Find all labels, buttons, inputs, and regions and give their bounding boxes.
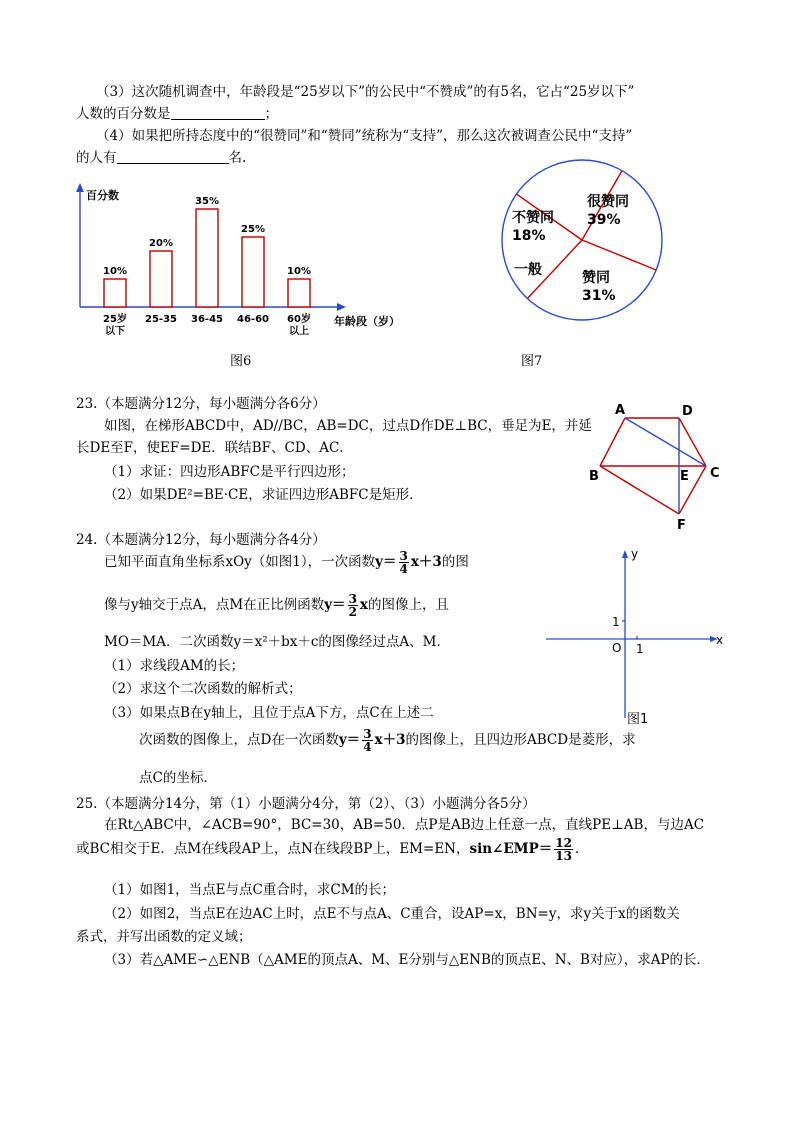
q24-coordinate-figure [540, 540, 740, 730]
y-axis-label: 百分数 [86, 189, 119, 202]
q24-line2-tail: 的图像上，且 [367, 597, 449, 613]
f2-denominator: 2 [348, 605, 357, 619]
f2-lhs: y＝ [324, 597, 346, 613]
q25-sub2-line2: 系式，并写出函数的定义域； [76, 929, 252, 945]
q23-heading: 23.（本题满分12分，每小题满分各6分） [76, 396, 326, 412]
q22-p3-text-b: 人数的百分数是 [76, 106, 171, 122]
f1-fraction [399, 550, 409, 575]
q23-sub1: （1）求证：四边形ABFC是平行四边形； [104, 464, 355, 480]
bar-value-label: 25% [241, 224, 265, 235]
q25-sub3: （3）若△AME∽△ENB（△AME的顶点A、M、E分别与△ENB的顶点E、N、B对应），求AP的长． [104, 952, 711, 968]
q25-line2 [76, 836, 588, 862]
proportional-function [324, 592, 368, 619]
q24-sub3-line2 [139, 727, 636, 753]
x-tick-label: 25岁 [103, 314, 127, 325]
linear-function-2 [338, 727, 406, 754]
bar [104, 279, 126, 307]
sine-condition [469, 836, 574, 863]
q24-sub2: （2）求这个二次函数的解析式； [104, 681, 302, 697]
label-F: F [677, 518, 686, 533]
linear-function-1 [375, 549, 442, 576]
f3-rhs: x＋3 [374, 732, 406, 748]
pie-slice-label: 18% [512, 228, 546, 244]
f2-numerator: 3 [348, 592, 357, 606]
pie-slice-label: 39% [587, 212, 621, 228]
f3-denominator: 4 [363, 740, 372, 754]
fig6-caption: 图6 [230, 354, 252, 369]
q24-line2-text: 像与y轴交于点A，点M在正比例函数 [104, 597, 325, 613]
y-axis-name: y [631, 547, 639, 561]
q24-heading: 24.（本题满分12分，每小题满分各4分） [76, 532, 326, 548]
label-A: A [615, 403, 626, 418]
q25-sub1: （1）如图1，当点E与点C重合时，求CM的长； [104, 882, 396, 898]
pie-slice-label: 很赞同 [587, 194, 629, 210]
f1-lhs: y＝ [375, 554, 397, 570]
f1-denominator: 4 [399, 562, 408, 576]
x-axis-label: 年龄段（岁） [334, 315, 400, 328]
x-axis-arrow [337, 303, 346, 311]
bar [196, 209, 218, 307]
q23-line1: 如图，在梯形ABCD中，AD//BC，AB=DC，过点D作DE⊥BC，垂足为E，并延 [104, 418, 592, 434]
bar-value-label: 35% [195, 196, 219, 207]
q24-sub3-text-b: 的图像上，且四边形ABCD是菱形，求 [405, 732, 636, 748]
x-tick-label: 36-45 [191, 314, 223, 325]
q23-sub2: （2）如果DE²=BE·CE，求证四边形ABFC是矩形． [104, 487, 423, 503]
q25-sub2: （2）如图2，当点E在边AC上时，点E不与点A、C重合，设AP=x，BN=y，求y关于x的函数关 [104, 906, 680, 922]
pie-slice-label: 31% [582, 288, 616, 304]
bar-value-label: 10% [103, 266, 127, 277]
q24-line3: MO＝MA．二次函数y＝x²＋bx＋c的图像经过点A、M． [104, 634, 451, 650]
pie-slice-label: 赞同 [582, 270, 610, 286]
f3-numerator: 3 [363, 727, 372, 741]
f1-numerator: 3 [399, 549, 408, 563]
q24-sub3-text-a: 次函数的图像上，点D在一次函数 [139, 732, 339, 748]
q24-sub1: （1）求线段AM的长； [104, 658, 245, 674]
q22-p3-text-a: （3）这次随机调查中，年龄段是“25岁以下”的公民中“不赞成”的有5名，它占“25岁以下” [96, 84, 635, 100]
bar [242, 237, 264, 307]
q24-line1 [104, 549, 469, 575]
q22-p4-text-c: 名. [228, 150, 247, 166]
pie-chart-fig7 [480, 150, 680, 350]
f2-fraction [348, 593, 358, 618]
q22-p4-text-a: （4）如果把所持态度中的“很赞同”和“赞同”统称为“支持”，那么这次被调查公民中“支持” [96, 128, 633, 144]
y-unit-one: 1 [612, 615, 620, 629]
q24-sub3-line3: 点C的坐标． [139, 770, 217, 786]
x-tick-label: 60岁 [287, 314, 311, 325]
label-D: D [682, 404, 693, 419]
sine-denominator: 13 [555, 849, 572, 863]
q24-sub3: （3）如果点B在y轴上，且位于点A下方，点C在上述二 [104, 705, 434, 721]
sine-numerator: 12 [555, 836, 572, 850]
segment-AB [600, 418, 625, 466]
q23-line2: 长DE至F，使EF=DE．联结BF、CD、AC． [76, 440, 353, 456]
q23-trapezoid-figure [580, 398, 730, 533]
x-tick-label: 以下 [105, 326, 125, 337]
x-tick-label: 25-35 [145, 314, 177, 325]
y-axis-arrow-head [622, 550, 628, 558]
bar [150, 251, 172, 307]
label-C: C [710, 466, 720, 481]
f2-rhs: x [359, 597, 368, 613]
q24-line1-tail: 的图 [441, 554, 469, 570]
q22-p4-text-b: 的人有 [76, 150, 117, 166]
q25-line2-text: 或BC相交于E．点M在线段AP上，点N在线段BP上，EM=EN， [76, 841, 470, 857]
q25-line1: 在Rt△ABC中，∠ACB=90°，BC=30，AB=50．点P是AB边上任意一点，直线PE⊥AB，与边AC [104, 817, 705, 833]
origin-label: O [612, 641, 622, 655]
y-axis-arrow [76, 183, 84, 192]
label-E: E [680, 469, 689, 484]
x-axis-name: x [716, 633, 724, 647]
sine-fraction [554, 837, 573, 862]
bar-value-label: 20% [149, 238, 173, 249]
x-unit-one: 1 [636, 642, 644, 656]
f1-rhs: x＋3 [410, 554, 442, 570]
q24-line1-text: 已知平面直角坐标系xOy（如图1），一次函数 [104, 554, 376, 570]
segment-BF [600, 466, 679, 514]
q24-line2 [104, 592, 449, 618]
f3-fraction [362, 728, 372, 753]
pie-slice-label: 不赞同 [512, 210, 554, 226]
label-B: B [589, 469, 599, 484]
bar [288, 279, 310, 307]
q25-heading: 25.（本题满分14分，第（1）小题满分4分，第（2）、（3）小题满分各5分） [76, 796, 536, 812]
fig7-caption: 图7 [521, 354, 543, 369]
f3-lhs: y＝ [338, 732, 361, 748]
pie-divider [582, 240, 656, 270]
q25-line2-tail: ． [574, 841, 589, 857]
fig1-caption: 图1 [627, 712, 649, 727]
bar-value-label: 10% [287, 266, 311, 277]
x-tick-label: 以上 [289, 326, 309, 337]
segment-AC [625, 418, 706, 466]
x-tick-label: 46-60 [237, 314, 269, 325]
q22-p3-text-c: ； [264, 106, 278, 122]
sine-lhs: sin∠EMP＝ [469, 841, 553, 857]
pie-slice-label: 一般 [514, 262, 542, 278]
